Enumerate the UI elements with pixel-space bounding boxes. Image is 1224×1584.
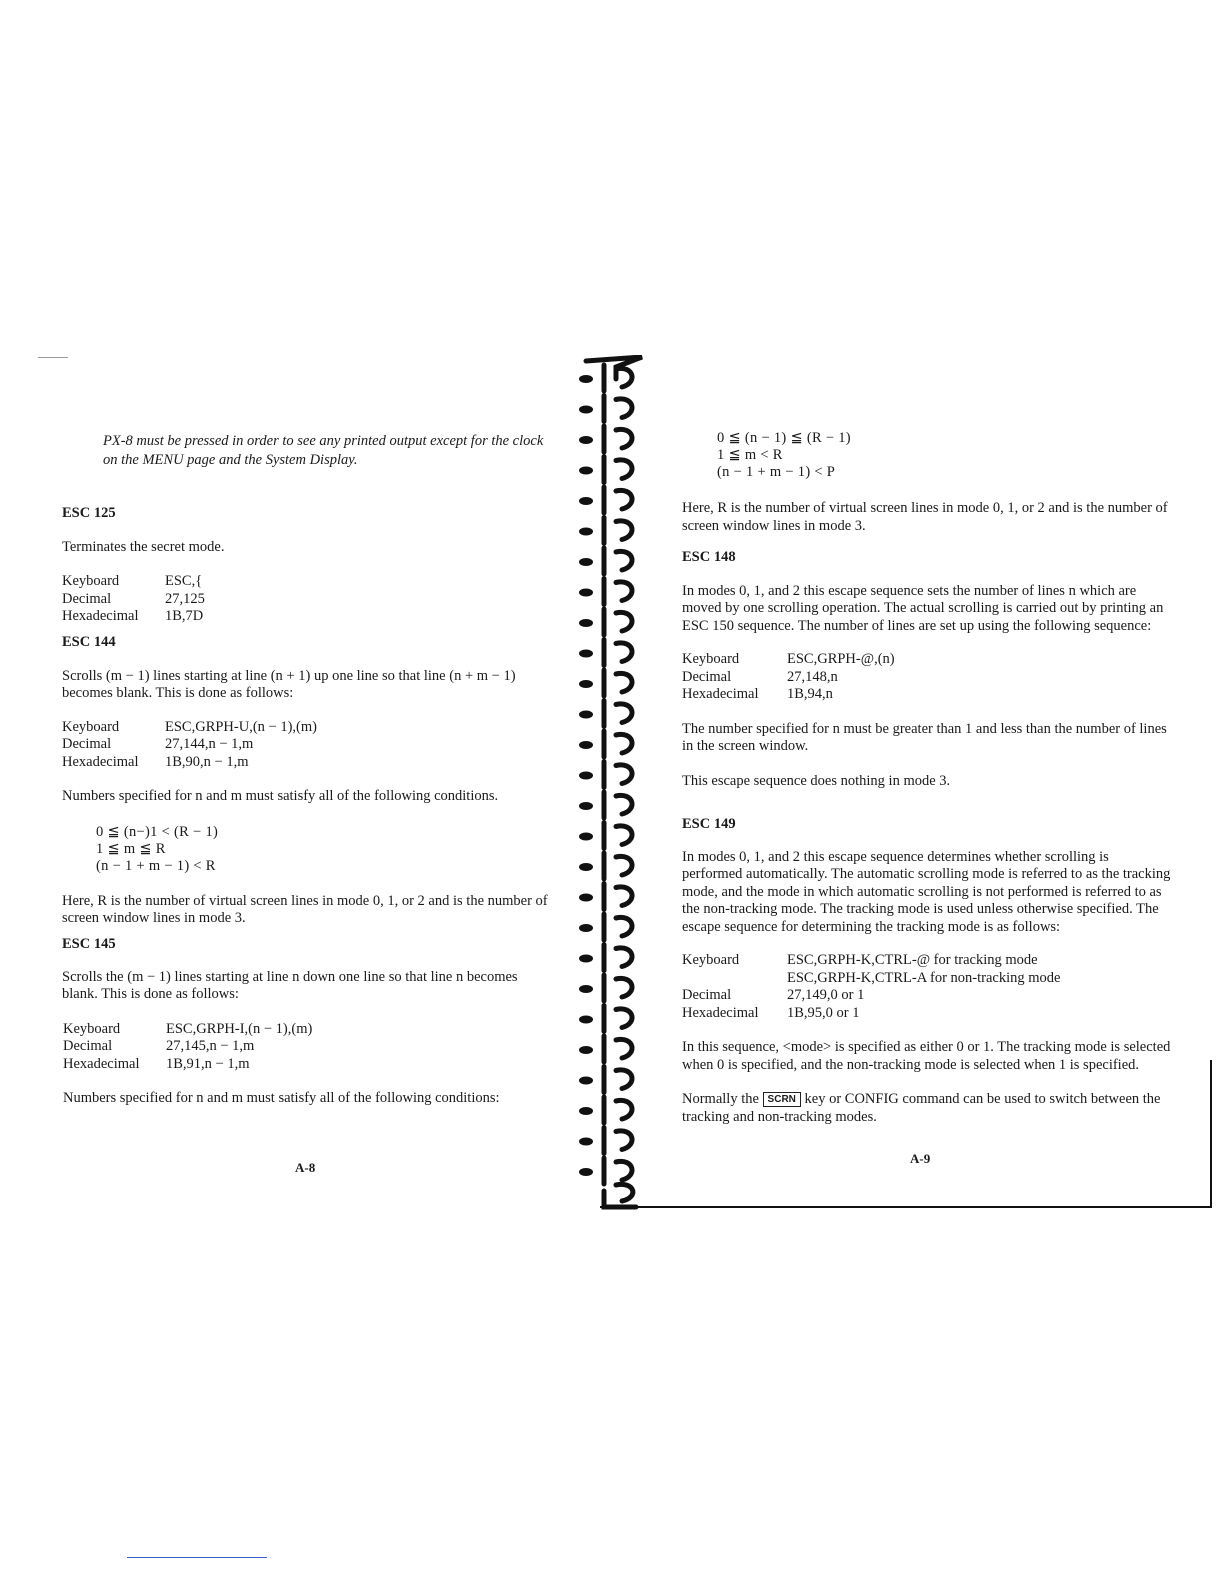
spiral-coil-loop (616, 978, 632, 997)
code-value: ESC,GRPH-@,(n) (787, 651, 895, 667)
scan-artifact-line (127, 1557, 267, 1558)
condition-line: 1 ≦ m < R (717, 447, 783, 463)
spiral-hole (579, 833, 593, 841)
section-after: The number specified for n must be greater than 1 and less than the number of lines in the screen window. (682, 720, 1167, 754)
spiral-coil-loop (616, 1161, 632, 1180)
condition-line: 1 ≦ m ≦ R (96, 840, 166, 857)
spiral-coil-loop (616, 856, 632, 875)
spiral-coil-loop (616, 887, 632, 906)
page-edge-line (1210, 1060, 1212, 1208)
code-row (63, 1056, 312, 1074)
code-label: Hexadecimal (62, 753, 139, 770)
code-row (62, 573, 205, 591)
spiral-coil-loop (616, 1039, 632, 1058)
code-row (63, 1021, 312, 1039)
section-text: Scrolls (m − 1) lines starting at line (n + 1) up one line so that line (n + m − 1) becomes blank. This is done as follows: (62, 667, 516, 701)
spiral-hole (579, 467, 593, 475)
section-text: Scrolls the (m − 1) lines starting at line n down one line so that line n becomes blank. This is done as follows: (62, 968, 518, 1002)
section-heading: ESC 148 (682, 549, 736, 565)
conditions-list (717, 430, 851, 481)
code-row (62, 736, 317, 754)
code-row (682, 970, 1060, 988)
code-value: 27,148,n (787, 668, 838, 685)
spiral-hole (579, 1077, 593, 1085)
spiral-hole (579, 985, 593, 993)
spiral-bottom-cap (604, 1184, 636, 1207)
section-heading: ESC 149 (682, 816, 736, 832)
code-table (62, 719, 317, 772)
code-value: 1B,90,n − 1,m (165, 753, 249, 770)
section-heading: ESC 145 (62, 936, 116, 952)
spiral-hole (579, 772, 593, 780)
code-label: Decimal (62, 736, 112, 752)
spiral-coil-loop (616, 521, 632, 540)
code-label: Decimal (682, 668, 732, 685)
spiral-hole (579, 894, 593, 902)
spiral-coil-loop (616, 582, 632, 601)
spiral-coil-loop (616, 826, 632, 845)
spiral-coil-loop (616, 399, 632, 418)
spiral-hole (579, 1016, 593, 1024)
section-esc-149 (682, 816, 1172, 1126)
spiral-coil-loop (616, 490, 632, 509)
spiral-hole (579, 924, 593, 932)
code-value: 1B,91,n − 1,m (166, 1055, 250, 1072)
code-value: 27,145,n − 1,m (166, 1038, 255, 1054)
section-text: In modes 0, 1, and 2 this escape sequence sets the number of lines n which are moved by one scrolling operation. The actual scrolling is carried out by printing an ESC 150 sequence. The number of lines are set up using the following sequence: (682, 582, 1164, 634)
code-row (62, 591, 205, 609)
spiral-coil-loop (616, 704, 632, 723)
page-number: A-9 (910, 1151, 931, 1166)
spiral-hole (579, 650, 593, 658)
section-after-2: This escape sequence does nothing in mode 3. (682, 772, 951, 789)
spiral-binding (576, 355, 648, 1210)
code-row (62, 719, 317, 737)
code-row (682, 952, 1060, 970)
code-row (63, 1038, 312, 1056)
code-value: ESC,GRPH-I,(n − 1),(m) (166, 1020, 313, 1037)
conditions-list (96, 824, 552, 875)
scrn-key-icon: SCRN (763, 1092, 801, 1107)
condition-line: (n − 1 + m − 1) < P (717, 464, 836, 480)
spiral-coil-loop (616, 917, 632, 936)
spiral-hole (579, 619, 593, 627)
spiral-coil-loop (616, 460, 632, 479)
code-label: Hexadecimal (63, 1055, 140, 1072)
code-label: Hexadecimal (62, 608, 139, 624)
code-label (682, 970, 787, 988)
spiral-coil-loop (616, 948, 632, 967)
spiral-hole (579, 497, 593, 505)
code-value: ESC,{ (165, 573, 203, 589)
spiral-hole (579, 863, 593, 871)
page-number: A-8 (295, 1160, 316, 1175)
code-label: Keyboard (63, 1020, 121, 1037)
code-value: 27,125 (165, 590, 205, 607)
spiral-hole (579, 436, 593, 444)
spiral-coil-loop (616, 765, 632, 784)
spiral-hole (579, 711, 593, 719)
left-page (0, 0, 570, 1210)
code-label: Hexadecimal (682, 1004, 759, 1021)
spiral-coil-loop (616, 429, 632, 448)
spiral-coil-loop (616, 1070, 632, 1089)
condition-line: (n − 1 + m − 1) < R (96, 857, 216, 874)
code-label: Decimal (682, 987, 732, 1003)
final-text-start: Normally the (682, 1091, 759, 1107)
spiral-coil-loop (616, 1131, 632, 1150)
code-label: Keyboard (682, 952, 740, 968)
section-heading: ESC 144 (62, 634, 116, 650)
spiral-hole (579, 741, 593, 749)
conditions-intro: Numbers specified for n and m must satisfy all of the following conditions. (62, 788, 499, 804)
code-value: ESC,GRPH-K,CTRL-A for non-tracking mode (787, 969, 1061, 986)
section-heading: ESC 125 (62, 505, 116, 521)
spiral-coil-loop (616, 551, 632, 570)
code-value: 1B,94,n (787, 686, 833, 702)
code-row (682, 987, 1060, 1005)
spiral-coil-loop (616, 1009, 632, 1028)
code-label: Hexadecimal (682, 686, 759, 702)
code-label: Decimal (62, 590, 112, 607)
code-label: Decimal (63, 1038, 113, 1054)
section-note: Here, R is the number of virtual screen lines in mode 0, 1, or 2 and is the number of screen window lines in mode 3. (62, 892, 548, 926)
spiral-hole (579, 375, 593, 383)
spiral-hole (579, 955, 593, 963)
spiral-hole (579, 589, 593, 597)
code-label: Keyboard (682, 651, 740, 667)
condition-line: 0 ≦ (n−)1 < (R − 1) (96, 823, 219, 840)
intro-paragraph: PX-8 must be pressed in order to see any printed output except for the clock on the MENU page and the System Display. (103, 433, 544, 468)
spiral-coil-loop (616, 795, 632, 814)
spiral-hole (579, 1168, 593, 1176)
carryover-note: Here, R is the number of virtual screen lines in mode 0, 1, or 2 and is the number of screen window lines in mode 3. (682, 500, 1168, 534)
code-value: ESC,GRPH-K,CTRL-@ for tracking mode (787, 952, 1038, 968)
section-esc-125 (62, 505, 552, 626)
section-esc-148 (682, 549, 1172, 790)
code-row (682, 686, 895, 704)
section-text: In modes 0, 1, and 2 this escape sequence determines whether scrolling is performed automatically. The automatic scrolling mode is referred to as the tracking mode, and the mode in which automatic scrolling is not performed is referred to as the non-tracking mode. The tracking mode is used unless otherwise specified. The escape sequence for determining the tracking mode is as follows: (682, 848, 1171, 935)
code-label: Keyboard (62, 718, 120, 735)
section-final (682, 1091, 1172, 1126)
code-row (682, 1005, 1060, 1023)
code-table (62, 573, 205, 626)
section-esc-144 (62, 634, 552, 928)
right-page (655, 0, 1224, 1210)
code-value: 1B,7D (165, 608, 204, 624)
code-table (682, 651, 895, 704)
spiral-coil-loop (616, 1100, 632, 1119)
spiral-coil-loop (616, 643, 632, 662)
code-table (682, 952, 1060, 1022)
spiral-hole (579, 1107, 593, 1115)
code-value: 27,144,n − 1,m (165, 736, 254, 752)
spiral-hole (579, 406, 593, 414)
spiral-hole (579, 802, 593, 810)
code-label: Keyboard (62, 573, 120, 589)
final-text-end: key or CONFIG command can be used to switch between the tracking and non-tracking modes. (682, 1091, 1161, 1125)
code-value: 27,149,0 or 1 (787, 987, 865, 1003)
section-after: In this sequence, <mode> is specified as either 0 or 1. The tracking mode is selected when 0 is specified, and the non-tracking mode is selected when 1 is specified. (682, 1039, 1171, 1073)
spiral-hole (579, 528, 593, 536)
code-table (63, 1021, 312, 1074)
code-row (682, 651, 895, 669)
code-row (62, 754, 317, 772)
code-row (682, 669, 895, 687)
spiral-hole (579, 1046, 593, 1054)
code-value: ESC,GRPH-U,(n − 1),(m) (165, 718, 317, 735)
spiral-coil-loop (616, 673, 632, 692)
spiral-hole (579, 558, 593, 566)
bottom-rule (600, 1206, 1212, 1208)
code-row (62, 608, 205, 626)
conditions-intro: Numbers specified for n and m must satisfy all of the following conditions: (63, 1090, 500, 1106)
condition-line: 0 ≦ (n − 1) ≦ (R − 1) (717, 430, 851, 446)
section-text: Terminates the secret mode. (62, 538, 225, 555)
spiral-hole (579, 680, 593, 688)
code-value: 1B,95,0 or 1 (787, 1004, 860, 1021)
spiral-coil-loop (616, 612, 632, 631)
spiral-coil-loop (616, 734, 632, 753)
spiral-hole (579, 1138, 593, 1146)
section-esc-145 (62, 936, 552, 1108)
